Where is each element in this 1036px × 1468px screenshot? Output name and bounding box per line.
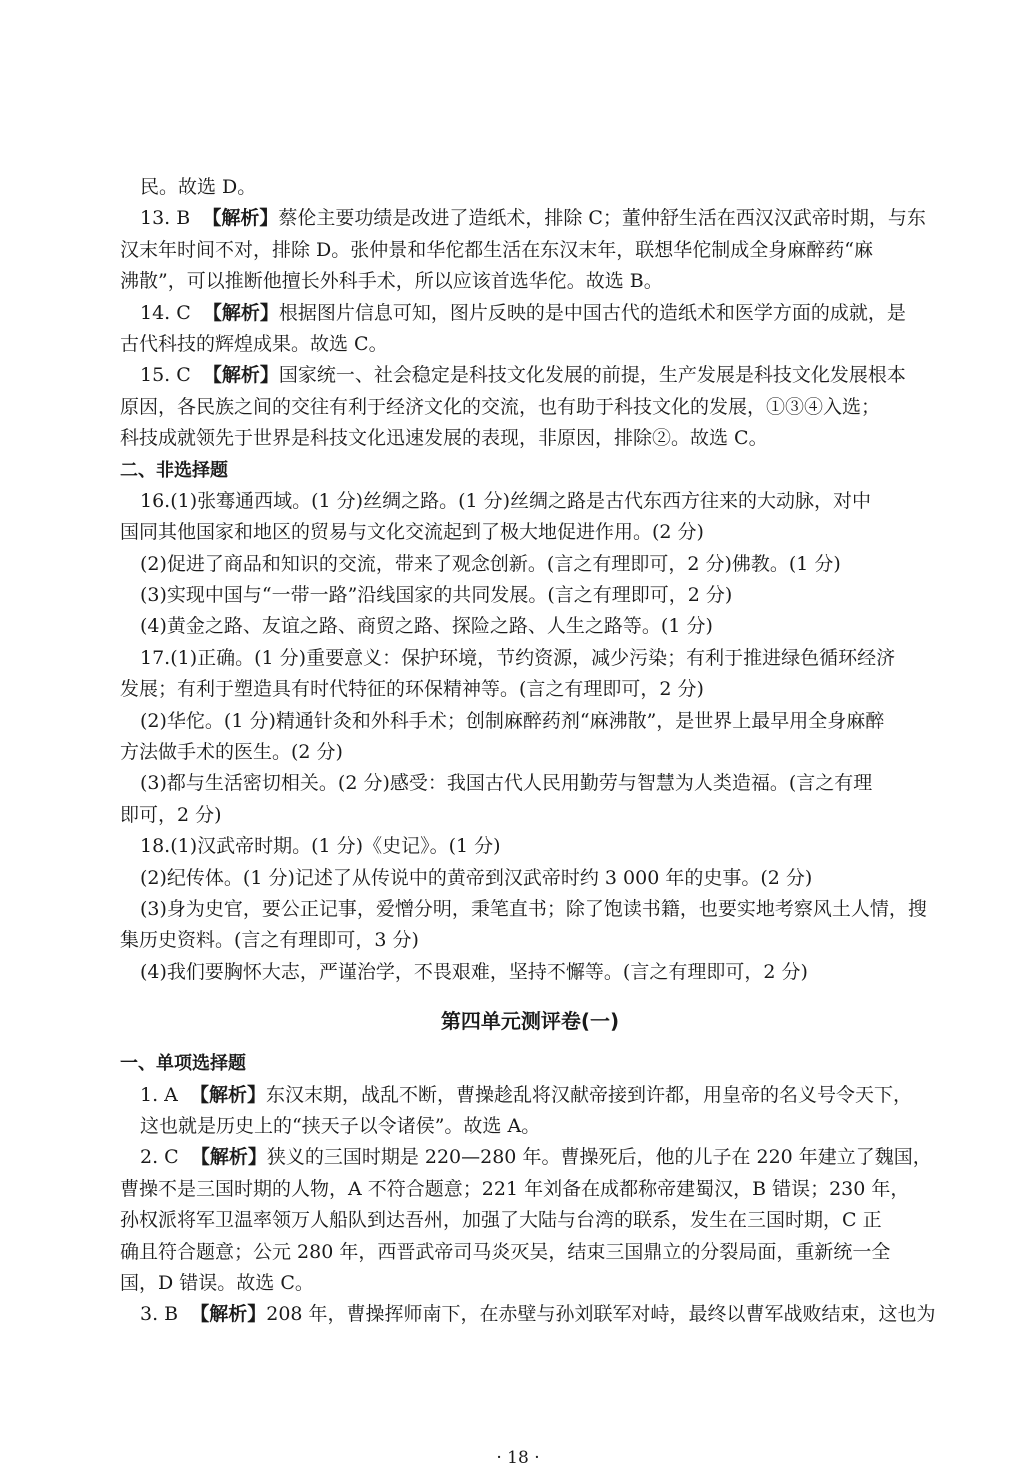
document-body bbox=[120, 172, 940, 1331]
text-line bbox=[120, 266, 940, 297]
section-heading: 二、非选择题 bbox=[120, 459, 228, 481]
text-line bbox=[120, 392, 940, 423]
text: (3)实现中国与“一带一路”沿线国家的共同发展。(言之有理即可，2 分) bbox=[140, 584, 733, 607]
text-line bbox=[120, 172, 940, 203]
text: 即可，2 分) bbox=[120, 803, 222, 826]
analysis-tag: 【解析】 bbox=[202, 301, 279, 324]
answer-15 bbox=[120, 360, 940, 391]
text: 16.(1)张骞通西域。(1 分)丝绸之路。(1 分)丝绸之路是古代东西方往来的大动脉，对中 bbox=[140, 489, 872, 512]
answer-17 bbox=[120, 643, 940, 674]
text: 17.(1)正确。(1 分)重要意义：保护环境，节约资源，减少污染；有利于推进绿色循环经济 bbox=[140, 646, 896, 669]
analysis-tag: 【解析】 bbox=[190, 1303, 267, 1326]
answer-3 bbox=[120, 1299, 940, 1330]
text: 这也就是历史上的“挟天子以令诸侯”。故选 A。 bbox=[140, 1114, 541, 1137]
text-line bbox=[120, 737, 940, 768]
answer-13 bbox=[120, 203, 940, 234]
answer-number: 2. C bbox=[140, 1146, 179, 1169]
text: 国同其他国家和地区的贸易与文化交流起到了极大地促进作用。(2 分) bbox=[120, 521, 704, 544]
text-line bbox=[120, 674, 940, 705]
analysis-tag: 【解析】 bbox=[202, 207, 279, 230]
text: (2)促进了商品和知识的交流，带来了观念创新。(言之有理即可，2 分)佛教。(1 分) bbox=[140, 552, 841, 575]
text-line bbox=[120, 1174, 940, 1205]
answer-number: 1. A bbox=[140, 1083, 178, 1106]
text: 民。故选 D。 bbox=[140, 176, 257, 198]
text: 确且符合题意；公元 280 年，西晋武帝司马炎灭吴，结束三国鼎立的分裂局面，重新统一全 bbox=[120, 1240, 891, 1263]
analysis-tag: 【解析】 bbox=[190, 1146, 267, 1169]
section-heading: 一、单项选择题 bbox=[120, 1053, 246, 1075]
answer-14 bbox=[120, 298, 940, 329]
text: 根据图片信息可知，图片反映的是中国古代的造纸术和医学方面的成就，是 bbox=[278, 301, 906, 324]
text: 集历史资料。(言之有理即可，3 分) bbox=[120, 929, 419, 952]
text-line bbox=[120, 517, 940, 548]
answer-18 bbox=[120, 831, 940, 862]
text-line bbox=[120, 706, 940, 737]
page-number: · 18 · bbox=[496, 1448, 540, 1468]
text: 蔡伦主要功绩是改进了造纸术，排除 C；董仲舒生活在西汉汉武帝时期，与东 bbox=[278, 207, 926, 230]
text-line bbox=[120, 1111, 940, 1142]
text: 方法做手术的医生。(2 分) bbox=[120, 741, 343, 764]
text: 古代科技的辉煌成果。故选 C。 bbox=[120, 332, 388, 355]
text: (2)纪传体。(1 分)记述了从传说中的黄帝到汉武帝时约 3 000 年的史事。(2 分) bbox=[140, 866, 813, 889]
text-line bbox=[120, 423, 940, 454]
text: 沸散”，可以推断他擅长外科手术，所以应该首选华佗。故选 B。 bbox=[120, 270, 663, 293]
text: 东汉末期，战乱不断，曹操趁乱将汉献帝接到许都，用皇帝的名义号令天下， bbox=[266, 1083, 913, 1106]
text: 18.(1)汉武帝时期。(1 分)《史记》。(1 分) bbox=[140, 835, 501, 858]
text: 国家统一、社会稳定是科技文化发展的前提，生产发展是科技文化发展根本 bbox=[278, 364, 906, 387]
text: 汉末年时间不对，排除 D。张仲景和华佗都生活在东汉末年，联想华佗制成全身麻醉药“麻 bbox=[120, 238, 873, 261]
text-line bbox=[120, 549, 940, 580]
text: 狭义的三国时期是 220—280 年。曹操死后，他的儿子在 220 年建立了魏国， bbox=[266, 1146, 932, 1169]
text: 科技成就领先于世界是科技文化迅速发展的表现，非原因，排除②。故选 C。 bbox=[120, 427, 768, 450]
answer-number: 3. B bbox=[140, 1303, 179, 1326]
text-line bbox=[120, 1268, 940, 1299]
text: (3)都与生活密切相关。(2 分)感受：我国古代人民用勤劳与智慧为人类造福。(言之有理 bbox=[140, 772, 873, 795]
text: 孙权派将军卫温率领万人船队到达吾州，加强了大陆与台湾的联系，发生在三国时期，C 正 bbox=[120, 1209, 882, 1232]
text: (4)黄金之路、友谊之路、商贸之路、探险之路、人生之路等。(1 分) bbox=[140, 615, 713, 638]
text-line bbox=[120, 957, 940, 988]
text: 曹操不是三国时期的人物，A 不符合题意；221 年刘备在成都称帝建蜀汉，B 错误；230 年， bbox=[120, 1177, 910, 1200]
analysis-tag: 【解析】 bbox=[202, 364, 279, 387]
unit-test-title: 第四单元测评卷(一) bbox=[440, 1009, 620, 1034]
text-line bbox=[120, 329, 940, 360]
text: (2)华佗。(1 分)精通针灸和外科手术；创制麻醉药剂“麻沸散”，是世界上最早用全身麻醉 bbox=[140, 709, 885, 732]
answer-2 bbox=[120, 1142, 940, 1173]
text: 208 年，曹操挥师南下，在赤壁与孙刘联军对峙，最终以曹军战败结束，这也为 bbox=[266, 1303, 936, 1326]
answer-16 bbox=[120, 486, 940, 517]
answer-number: 13. B bbox=[140, 207, 191, 230]
text-line bbox=[120, 580, 940, 611]
text-line bbox=[120, 1205, 940, 1236]
text-line bbox=[120, 768, 940, 799]
analysis-tag: 【解析】 bbox=[189, 1083, 266, 1106]
answer-number: 15. C bbox=[140, 364, 191, 387]
text: 原因，各民族之间的交往有利于经济文化的交流，也有助于科技文化的发展，①③④入选； bbox=[120, 395, 881, 418]
answer-number: 14. C bbox=[140, 301, 191, 324]
text: 国，D 错误。故选 C。 bbox=[120, 1271, 314, 1294]
text: (3)身为史官，要公正记事，爱憎分明，秉笔直书；除了饱读书籍，也要实地考察风土人情，搜 bbox=[140, 897, 927, 920]
text-line bbox=[120, 863, 940, 894]
text-line bbox=[120, 800, 940, 831]
text-line bbox=[120, 925, 940, 956]
text-line bbox=[120, 235, 940, 266]
text-line bbox=[120, 1237, 940, 1268]
answer-1 bbox=[120, 1080, 940, 1111]
text-line bbox=[120, 894, 940, 925]
text: (4)我们要胸怀大志，严谨治学，不畏艰难，坚持不懈等。(言之有理即可，2 分) bbox=[140, 960, 808, 983]
text: 发展；有利于塑造具有时代特征的环保精神等。(言之有理即可，2 分) bbox=[120, 678, 704, 701]
text-line bbox=[120, 611, 940, 642]
